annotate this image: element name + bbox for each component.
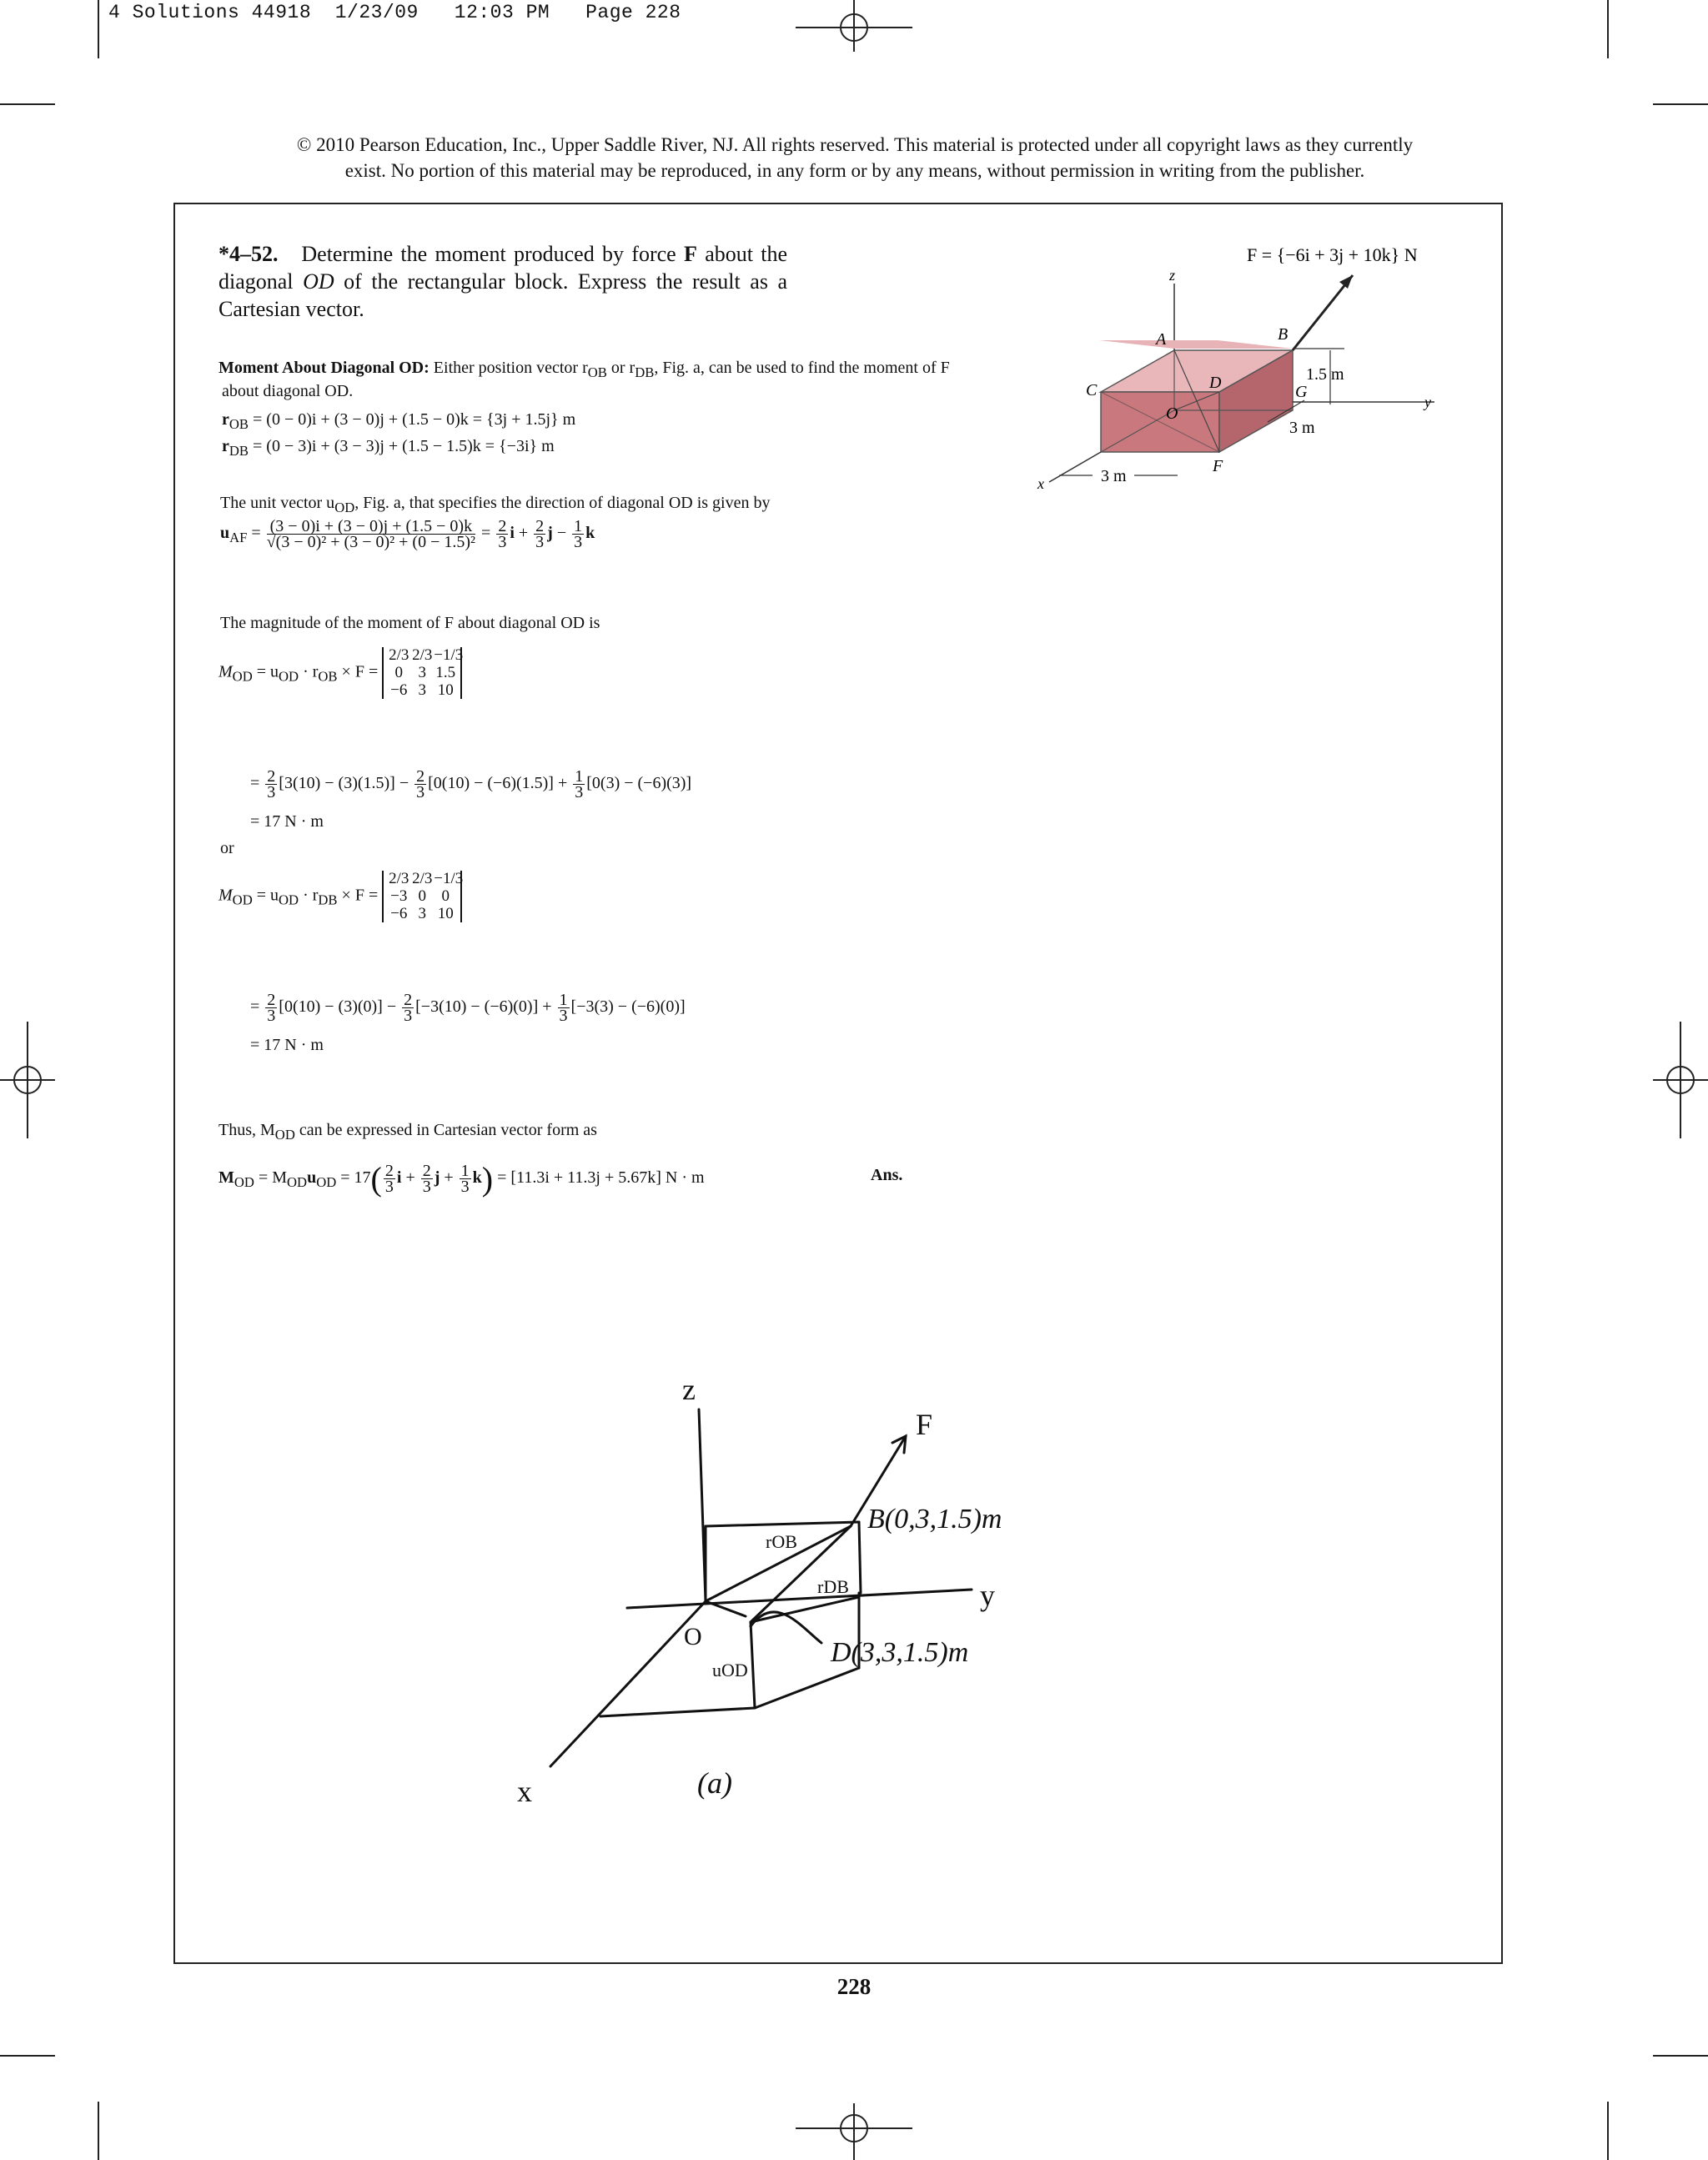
final-mid-sub: OD — [287, 1174, 308, 1191]
m2-mid2: · r — [299, 886, 319, 905]
intro-sub-2: DB — [635, 364, 655, 380]
det1-cell: 2/3 — [389, 646, 409, 664]
moment-equation-2 — [219, 871, 462, 922]
final-frac-2-den: 3 — [422, 1178, 431, 1196]
copyright-line-2: exist. No portion of this material may be reproduced, in any form or by any means, without permission in writing from the publisher. — [344, 160, 1365, 181]
exp1-frac-b-num: 2 — [416, 767, 425, 786]
m1-mid3: × F = — [337, 662, 379, 681]
determinant-1 — [382, 647, 462, 699]
r-db-symbol: r — [222, 437, 229, 455]
exp2-frac-b — [402, 992, 414, 1023]
intro-line-2: about diagonal OD. — [222, 382, 354, 400]
det2-cell: 0 — [418, 887, 426, 905]
problem-number: *4–52. — [219, 242, 279, 266]
exp2-frac-b-den: 3 — [404, 1007, 413, 1025]
u-frac-2 — [534, 519, 545, 550]
fig-a-caption: (a) — [697, 1766, 732, 1800]
det2-cell: 3 — [418, 905, 426, 922]
final-coef: = 17 — [336, 1168, 371, 1188]
final-equation: $M_{OD} = M_{OD}u_{OD} = 17$( $\frac{2}{3}$ i + $\frac{2}{3}$ j + $\frac{1}{3}$ k) = [11.3i + 11.3j + 5.67k] N · m — [219, 1160, 705, 1198]
r-ob-symbol: r — [222, 410, 229, 429]
final-lhs: M — [219, 1168, 234, 1188]
det1-cell: 1.5 — [435, 664, 456, 681]
final-u-sub: OD — [316, 1174, 337, 1191]
u-res-2-den: 3 — [535, 533, 545, 551]
final-lhs-sub: OD — [234, 1174, 254, 1191]
exp1-frac-a-den: 3 — [267, 783, 276, 801]
intro-text-1: Either position vector r — [433, 359, 588, 377]
r-ob-equation — [222, 410, 575, 433]
moment-equation-1 — [219, 647, 462, 699]
thus-text-1: Thus, M — [219, 1121, 275, 1139]
printer-slug: 4 Solutions 44918 1/23/09 12:03 PM Page 228 — [108, 2, 681, 23]
r-db-sub: DB — [229, 443, 249, 459]
r-db-rhs: = (0 − 3)i + (3 − 3)j + (1.5 − 1.5)k = {−3i} m — [249, 437, 555, 455]
exp1-term-1: [3(10) − (3)(1.5)] − — [279, 774, 414, 793]
magnitude-intro: The magnitude of the moment of F about diagonal OD is — [220, 614, 600, 632]
point-c-label: C — [1086, 381, 1098, 399]
copyright-line-1: © 2010 Pearson Education, Inc., Upper Saddle River, NJ. All rights reserved. This material is protected under all copyright laws as they currently — [296, 134, 1414, 155]
u-res-1-den: 3 — [498, 533, 507, 551]
unit-vector-fraction — [267, 519, 475, 550]
det1-cell: 3 — [418, 664, 426, 681]
exp1-term-2: [0(10) − (−6)(1.5)] + — [428, 774, 572, 793]
page-number: 228 — [836, 1974, 872, 1999]
u-frac-3 — [572, 519, 584, 550]
problem-force-symbol: F — [684, 242, 697, 266]
m1-mid2: · r — [299, 662, 319, 681]
exp1-term-3: [0(3) − (−6)(3)] — [586, 774, 692, 793]
m2-mid: = u — [252, 886, 279, 905]
unit-text-2: , Fig. a, that specifies the direction of diagonal OD is given by — [354, 494, 771, 512]
x-axis-label: x — [1037, 475, 1044, 492]
fig-a-force-label: F — [916, 1408, 933, 1441]
exp1-frac-c-den: 3 — [575, 783, 584, 801]
fig-a-y-label: y — [980, 1579, 995, 1612]
fig-a-uod-label: uOD — [712, 1660, 748, 1680]
det2-cell: 10 — [437, 905, 454, 922]
final-frac-3-den: 3 — [460, 1178, 470, 1196]
problem-od-symbol: OD — [303, 269, 334, 294]
det2-cell: −1/3 — [434, 870, 464, 887]
det1-cell: 3 — [418, 681, 426, 699]
y-axis-label: y — [1424, 394, 1431, 410]
fig-a-origin-label: O — [684, 1623, 702, 1650]
or-label: or — [220, 839, 234, 857]
det2-cell: 0 — [441, 887, 450, 905]
dim-3m-side-label: 3 m — [1289, 419, 1315, 437]
fig-a-b-label: B(0,3,1.5)m — [867, 1504, 1002, 1535]
u-symbol: u — [220, 524, 230, 543]
exp2-frac-a-num: 2 — [267, 991, 276, 1009]
intro-sub-1: OB — [587, 364, 607, 380]
exp1-frac-b-den: 3 — [416, 783, 425, 801]
exp2-term-2: [−3(10) − (−6)(0)] + — [415, 997, 556, 1017]
thus-line — [219, 1121, 597, 1143]
det2-cell: −3 — [390, 887, 408, 905]
exp2-term-3: [−3(3) − (−6)(0)] — [570, 997, 686, 1017]
solution-heading: Moment About Diagonal OD: — [219, 359, 430, 377]
u-res-2-num: 2 — [535, 517, 545, 535]
final-frac-2-num: 2 — [422, 1162, 431, 1180]
exp2-term-1: [0(10) − (3)(0)] − — [279, 997, 401, 1017]
r-ob-sub: OB — [229, 416, 249, 432]
final-frac-2 — [421, 1163, 433, 1194]
exp2-frac-b-num: 2 — [404, 991, 413, 1009]
det1-cell: −1/3 — [434, 646, 464, 664]
moment-expansion-2: = $\frac{2}{3}$ [0(10) − (3)(0)] − $\frac{2}{3}$ [−3(10) − (−6)(0)] + $\frac{1}{3}$ [−3(3) − (−6)(0)] — [250, 991, 686, 1025]
moment-result-2: = 17 N · m — [250, 1036, 324, 1054]
u-res-1-num: 2 — [498, 517, 507, 535]
problem-text-1: Determine the moment produced by force — [301, 242, 676, 266]
m2-sub2: OD — [279, 892, 299, 908]
final-u: u — [307, 1168, 317, 1188]
copyright-notice — [158, 132, 1551, 183]
m1-mid: = u — [252, 662, 279, 681]
thus-text-2: can be expressed in Cartesian vector form as — [294, 1121, 597, 1139]
fig-a-rdb-label: rDB — [817, 1576, 849, 1597]
m1-sub2: OD — [279, 668, 299, 685]
u-res-3-num: 1 — [574, 517, 583, 535]
det2-cell: 2/3 — [412, 870, 433, 887]
final-mid: = M — [254, 1168, 288, 1188]
problem-text-2: about the diagonal — [219, 242, 788, 294]
moment-result-1: = 17 N · m — [250, 812, 324, 831]
m1-sub: OD — [232, 668, 253, 685]
point-g-label: G — [1295, 383, 1308, 401]
point-a-label: A — [1156, 330, 1167, 349]
det1-cell: 0 — [394, 664, 403, 681]
exp2-frac-a-den: 3 — [267, 1007, 276, 1025]
m2-symbol: M — [219, 886, 233, 905]
exp1-frac-b — [414, 769, 426, 800]
unit-vector-denominator: √(3 − 0)² + (3 − 0)² + (0 − 1.5)² — [266, 533, 476, 551]
dim-1-5m-label: 1.5 m — [1306, 365, 1344, 384]
moment-expansion-1: = $\frac{2}{3}$ [3(10) − (3)(1.5)] − $\frac{2}{3}$ [0(10) − (−6)(1.5)] + $\frac{1}{3}$ [0(3) − (−6)(3)] — [250, 767, 692, 801]
det1-cell: −6 — [390, 681, 408, 699]
det1-cell: 2/3 — [412, 646, 433, 664]
figure-a — [500, 1351, 1101, 1801]
final-frac-1-den: 3 — [384, 1178, 394, 1196]
m1-sub3: OB — [318, 668, 338, 685]
final-frac-1 — [384, 1163, 395, 1194]
exp2-frac-c-den: 3 — [559, 1007, 568, 1025]
exp2-frac-c — [558, 992, 570, 1023]
m2-sub3: DB — [318, 892, 338, 908]
exp1-frac-c-num: 1 — [575, 767, 584, 786]
unit-sub: OD — [334, 500, 355, 515]
final-frac-3-num: 1 — [460, 1162, 470, 1180]
intro-text-3: , Fig. a, can be used to find the moment of F — [654, 359, 950, 377]
point-o-label: O — [1166, 404, 1178, 423]
det1-cell: 10 — [437, 681, 454, 699]
r-ob-rhs: = (0 − 0)i + (3 − 0)j + (1.5 − 0)k = {3j + 1.5j} m — [249, 410, 576, 429]
thus-sub: OD — [274, 1127, 295, 1143]
exp2-frac-a — [265, 992, 277, 1023]
fig-a-d-label: D(3,3,1.5)m — [831, 1637, 969, 1668]
exp1-frac-a — [265, 769, 277, 800]
exp1-frac-a-num: 2 — [267, 767, 276, 786]
m2-sub: OD — [232, 892, 253, 908]
fig-a-rob-label: rOB — [766, 1531, 797, 1552]
u-frac-1 — [496, 519, 508, 550]
answer-label: Ans. — [871, 1166, 903, 1184]
unit-vector-numerator: (3 − 0)i + (3 − 0)j + (1.5 − 0)k — [267, 519, 475, 535]
m1-symbol: M — [219, 662, 233, 681]
intro-text-2: or r — [606, 359, 635, 377]
dim-3m-front-label: 3 m — [1101, 467, 1127, 485]
point-b-label: B — [1278, 325, 1289, 344]
exp2-frac-c-num: 1 — [559, 991, 568, 1009]
block-figure — [1034, 234, 1501, 500]
exp1-frac-c — [573, 769, 585, 800]
force-equation-label: F = {−6i + 3j + 10k} N — [1247, 244, 1418, 265]
point-d-label: D — [1209, 374, 1222, 392]
r-db-equation — [222, 437, 555, 460]
solution-heading-line — [219, 359, 950, 381]
det2-cell: −6 — [390, 905, 408, 922]
u-res-3-den: 3 — [574, 533, 583, 551]
unit-text-1: The unit vector u — [220, 494, 335, 512]
final-rhs: = [11.3i + 11.3j + 5.67k] N · m — [493, 1168, 705, 1188]
unit-vector-equation: $u_{AF}$ = $\frac{(3 - 0)i + (3 - 0)j + (1.5 - 0)k}{\text{√(3 − 0)² + (3 − 0)² + (0 − 1.5)²}}$ = $\frac{2}{3}$ i + $\frac{2}{3}$ j − $\frac{1}{3}$ k — [220, 517, 595, 551]
z-axis-label: z — [1169, 267, 1176, 284]
u-sub: AF — [229, 530, 248, 546]
determinant-2 — [382, 871, 462, 922]
point-f-label: F — [1213, 457, 1223, 475]
problem-text-3: of the rectangular block. Express the result as a Cartesian vector. — [219, 269, 788, 321]
det2-cell: 2/3 — [389, 870, 409, 887]
fig-a-z-label: z — [682, 1373, 696, 1406]
unit-vector-intro — [220, 494, 770, 516]
m2-mid3: × F = — [337, 886, 379, 905]
final-frac-3 — [460, 1163, 471, 1194]
final-frac-1-num: 2 — [384, 1162, 394, 1180]
problem-statement — [219, 240, 787, 323]
fig-a-x-label: x — [517, 1775, 532, 1801]
